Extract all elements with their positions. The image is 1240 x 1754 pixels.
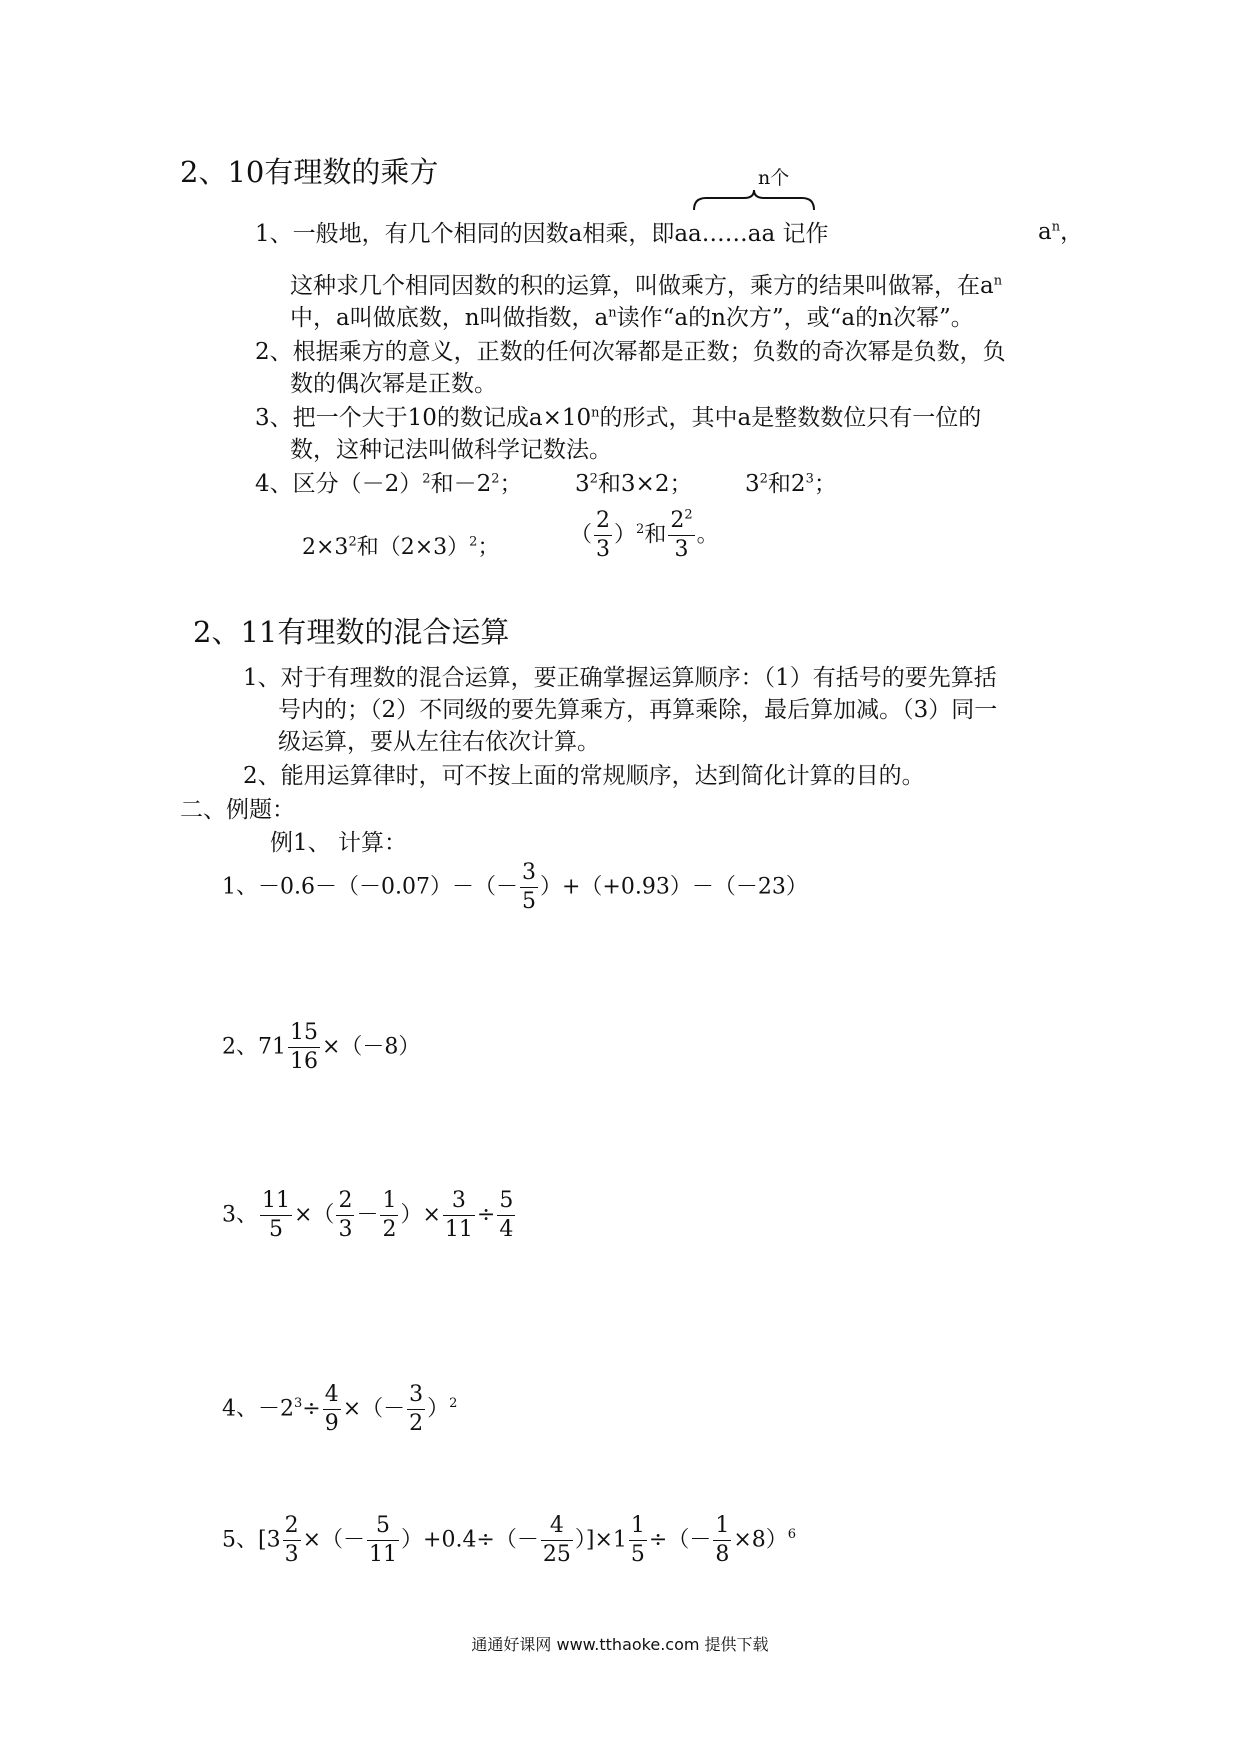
sign-rule-line-1: 2、根据乘方的意义，正数的任何次幂都是正数；负数的奇次幂是负数，负 <box>255 339 1006 365</box>
fraction: $\frac{5}{11}$ <box>369 1513 398 1567</box>
fraction: $\frac{15}{16}$ <box>290 1020 318 1074</box>
fraction: $\frac{3}{2}$ <box>409 1382 424 1436</box>
example-1-heading: 例1、 计算： <box>270 830 407 856</box>
order-rule-line-2: 号内的；（2）不同级的要先算乘方，再算乘除，最后算加减。（3）同一 <box>278 697 998 723</box>
distinguish-line-1: 4、区分$(-2)^2$和$-2^2$； <box>255 471 523 497</box>
fraction: $\frac{4}{25}$ <box>542 1513 571 1567</box>
footer-credit: 通通好课网 www.tthaoke.com 提供下载 <box>471 1635 769 1654</box>
sign-rule-line-2: 数的偶次幂是正数。 <box>290 371 497 397</box>
exercise-2: 2、71 $\frac{15}{16}$ ×（－8） <box>222 1020 421 1074</box>
distinguish-line-2a: $2\times 3^2$和$(2\times 3)^2$； <box>302 534 500 560</box>
distinguish-item-3: $3^2$和$2^3$； <box>745 471 837 497</box>
fraction: $\frac{2}{3}$ <box>338 1188 353 1242</box>
exercise-5: 5、[3 $\frac{2}{3}$ ×（－ $\frac{5}{11}$ ）+0.4÷（－ $\frac{4}{25}$ ）]×1 $\frac{1}{5}$ ÷（－ $\frac{1}{8}$ ×8）$^6$ <box>222 1513 797 1567</box>
curly-brace-icon <box>692 188 816 212</box>
fraction: $\frac{3}{5}$ <box>521 860 536 914</box>
fraction: $\frac{2^2}{3}$ <box>670 507 693 562</box>
distinguish-item-2: $3^2$和3×2； <box>575 471 693 497</box>
fraction: $\frac{11}{5}$ <box>262 1188 290 1242</box>
distinguish-line-2b: （ $\frac{2}{3}$ ）$^2$和 $\frac{2^2}{3}$ 。 <box>570 507 719 562</box>
definition-line-1: 1、一般地，有几个相同的因数a相乘，即aa……aa 记作 <box>255 221 829 247</box>
exercise-1: 1、－0.6－（－0.07）－（－ $\frac{3}{5}$ ）+（+0.93）－（－23） <box>222 860 808 914</box>
fraction: $\frac{1}{8}$ <box>715 1513 730 1567</box>
exercise-3: 3、 $\frac{11}{5}$ ×（ $\frac{2}{3}$ － $\frac{1}{2}$ ）× $\frac{3}{11}$ ÷ $\frac{5}{4}$ <box>222 1188 514 1242</box>
fraction: $\frac{5}{4}$ <box>499 1188 514 1242</box>
exercise-4: 4、$-2^3\div$ $\frac{4}{9}$ ×（－ $\frac{3}{2}$ ）$^2$ <box>222 1382 458 1436</box>
definition-line-2: 这种求几个相同因数的积的运算，叫做乘方，乘方的结果叫做幂，在$a^n$ <box>290 273 1003 299</box>
order-rule-line-3: 级运算，要从左往右依次计算。 <box>278 729 600 755</box>
fraction: $\frac{2}{3}$ <box>596 508 611 562</box>
fraction: $\frac{3}{11}$ <box>444 1188 473 1242</box>
fraction: $\frac{1}{2}$ <box>382 1188 397 1242</box>
examples-heading: 二、例题： <box>180 797 295 823</box>
power-notation: $a^n$， <box>1038 219 1084 245</box>
order-rule-line-1: 1、对于有理数的混合运算，要正确掌握运算顺序：（1）有括号的要先算括 <box>243 665 997 691</box>
scientific-notation-line-1: 3、把一个大于10的数记成$a\times 10^n$的形式，其中a是整数数位只有一位的 <box>255 405 982 431</box>
brace-label: n个 <box>758 167 790 189</box>
definition-line-3: 中，a叫做底数，n叫做指数，$a^n$读作“a的n次方”，或“a的n次幂”。 <box>290 305 974 331</box>
fraction: $\frac{2}{3}$ <box>284 1513 299 1567</box>
scientific-notation-line-2: 数，这种记法叫做科学记数法。 <box>290 437 612 463</box>
fraction: $\frac{1}{5}$ <box>630 1513 645 1567</box>
section-title-2-10: 2、10有理数的乘方 <box>180 155 439 189</box>
section-title-2-11: 2、11有理数的混合运算 <box>193 615 510 649</box>
law-rule-line: 2、能用运算律时，可不按上面的常规顺序，达到简化计算的目的。 <box>243 763 925 789</box>
fraction: $\frac{4}{9}$ <box>324 1382 339 1436</box>
